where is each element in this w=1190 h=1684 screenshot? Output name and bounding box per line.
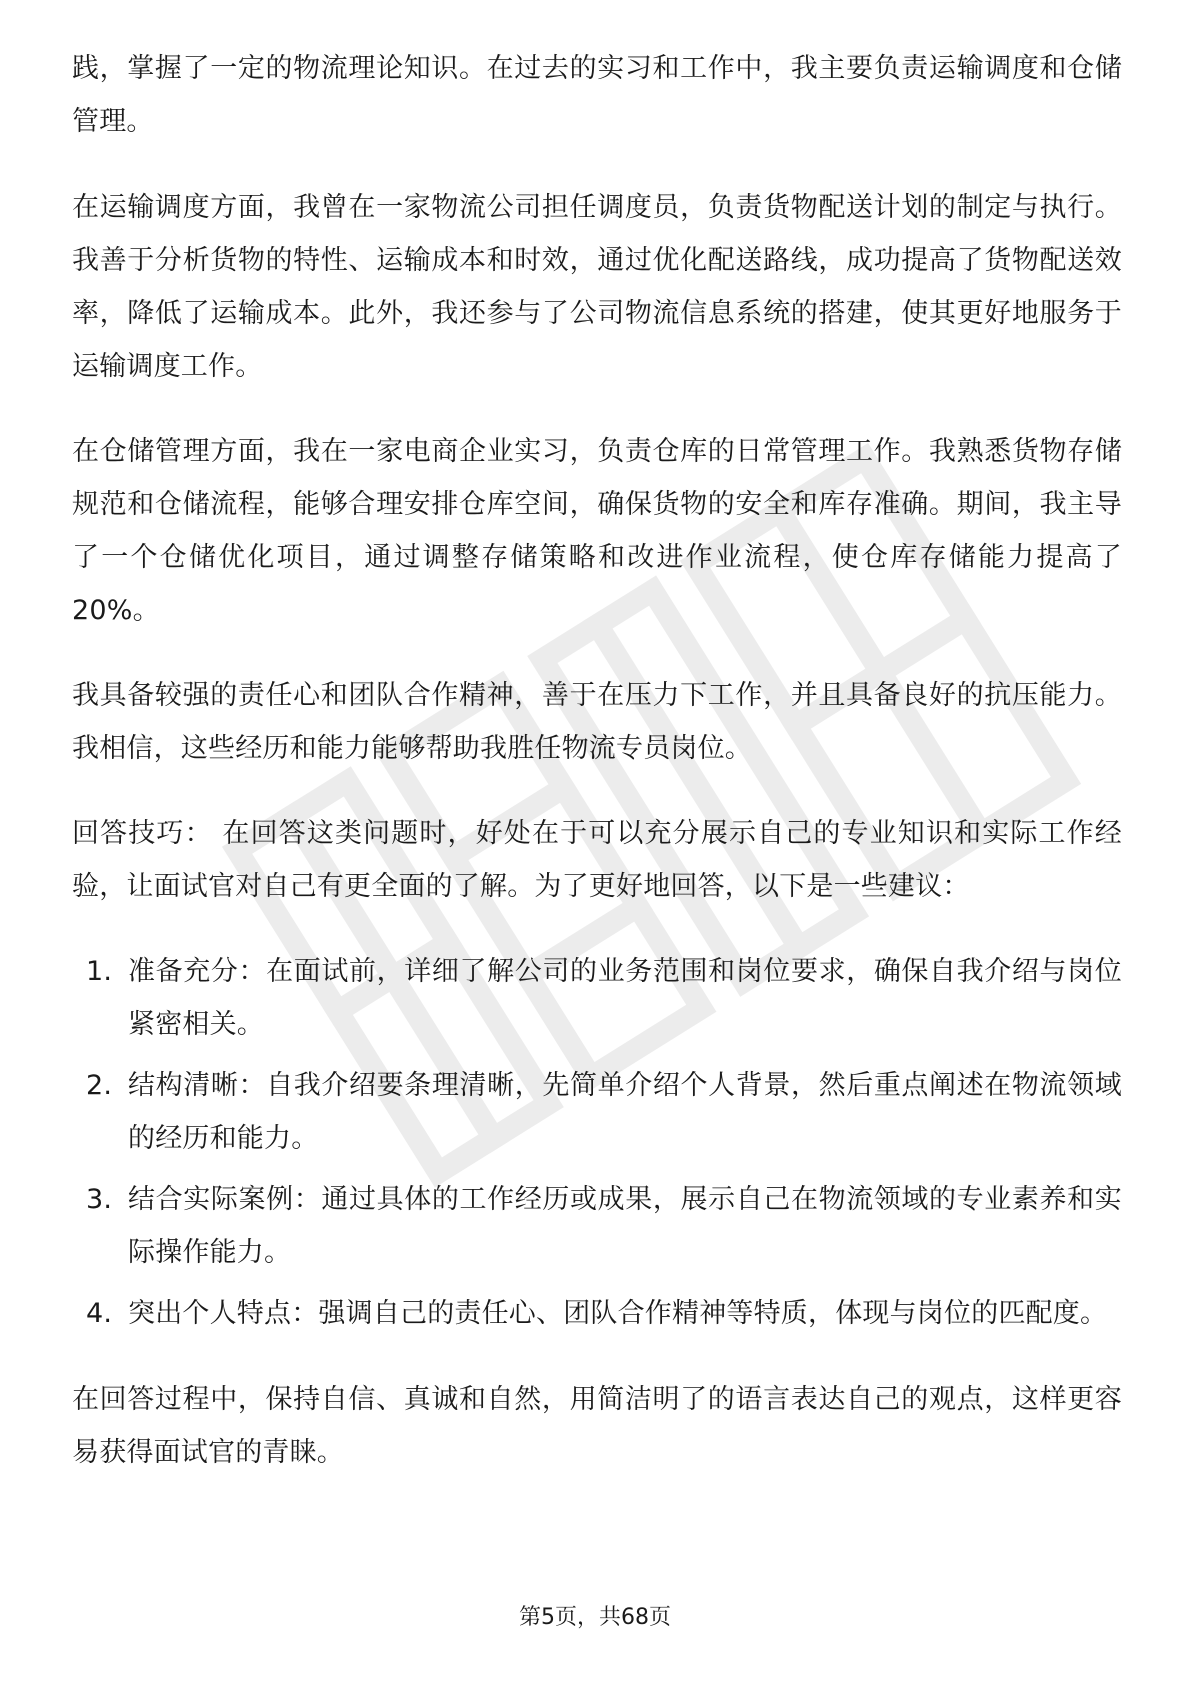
- list-item: [72, 1173, 1122, 1279]
- paragraph-warehouse-management: 在仓储管理方面，我在一家电商企业实习，负责仓库的日常管理工作。我熟悉货物存储规范和仓储流程，能够合理安排仓库空间，确保货物的安全和库存准确。期间，我主导了一个仓储优化项目，通过调整存储策略和改进作业流程，使仓库存储能力提高了20%。: [72, 436, 1122, 626]
- paragraph-answer-tips: 回答技巧： 在回答这类问题时，好处在于可以充分展示自己的专业知识和实际工作经验，让面试官对自己有更全面的了解。为了更好地回答，以下是一些建议：: [72, 818, 1122, 902]
- document-body: [72, 42, 1122, 1511]
- list-item-number: 1.: [86, 956, 113, 987]
- list-item-text: 准备充分：在面试前，详细了解公司的业务范围和岗位要求，确保自我介绍与岗位紧密相关。: [128, 956, 1122, 1040]
- list-item-number: 4.: [86, 1298, 113, 1329]
- list-item-number: 3.: [86, 1184, 113, 1215]
- paragraph-closing: 在回答过程中，保持自信、真诚和自然，用简洁明了的语言表达自己的观点，这样更容易获得面试官的青睐。: [72, 1384, 1122, 1468]
- paragraph-transport-dispatch: 在运输调度方面，我曾在一家物流公司担任调度员，负责货物配送计划的制定与执行。我善于分析货物的特性、运输成本和时效，通过优化配送路线，成功提高了货物配送效率，降低了运输成本。此外，我还参与了公司物流信息系统的搭建，使其更好地服务于运输调度工作。: [72, 192, 1122, 382]
- tips-list: [72, 945, 1122, 1340]
- list-item: [72, 1059, 1122, 1165]
- list-item: [72, 1287, 1122, 1340]
- list-item-text: 结合实际案例：通过具体的工作经历或成果，展示自己在物流领域的专业素养和实际操作能力。: [128, 1184, 1122, 1268]
- list-item: [72, 945, 1122, 1051]
- list-item-text: 突出个人特点：强调自己的责任心、团队合作精神等特质，体现与岗位的匹配度。: [128, 1298, 1108, 1329]
- paragraph-personal-qualities: 我具备较强的责任心和团队合作精神，善于在压力下工作，并且具备良好的抗压能力。我相信，这些经历和能力能够帮助我胜任物流专员岗位。: [72, 680, 1122, 764]
- paragraph-intro-continued: 践，掌握了一定的物流理论知识。在过去的实习和工作中，我主要负责运输调度和仓储管理。: [72, 53, 1122, 137]
- list-item-text: 结构清晰：自我介绍要条理清晰，先简单介绍个人背景，然后重点阐述在物流领域的经历和能力。: [128, 1070, 1122, 1154]
- page-number-footer: 第5页，共68页: [519, 1605, 671, 1630]
- list-item-number: 2.: [86, 1070, 113, 1101]
